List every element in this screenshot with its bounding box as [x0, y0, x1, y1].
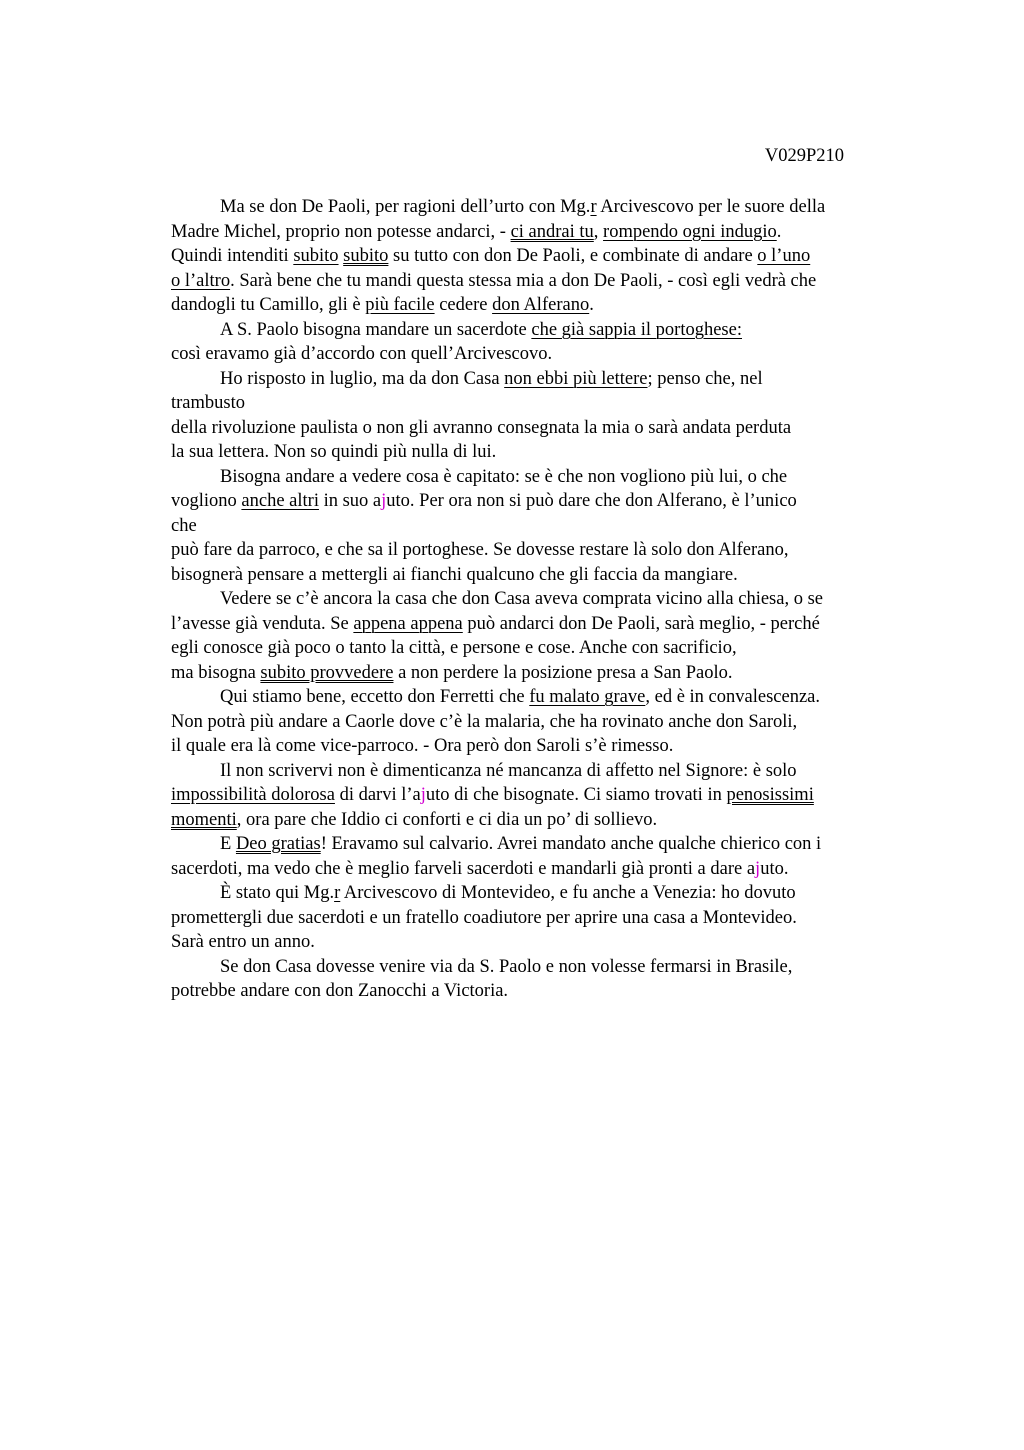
- letter-line: [171, 514, 901, 539]
- double-underlined-text: subito: [343, 246, 389, 266]
- letter-line: [171, 465, 901, 490]
- text-run: Madre Michel, proprio non potesse andarci, -: [171, 221, 511, 242]
- text-run: la sua lettera. Non so quindi più nulla di lui.: [171, 442, 497, 462]
- underlined-text: anche altri: [241, 491, 319, 511]
- letter-line: [171, 489, 901, 514]
- text-run: .: [776, 221, 782, 242]
- letter-line: [171, 342, 901, 367]
- text-run: Arcivescovo di Montevideo, e fu anche a Venezia: ho dovuto: [340, 883, 796, 903]
- letter-body: [171, 195, 901, 1004]
- letter-line: [171, 955, 901, 980]
- text-run: .: [589, 295, 594, 315]
- text-run: . Sarà bene che tu mandi questa stessa mia a don De Paoli, - così egli vedrà che: [230, 270, 817, 291]
- text-run: È stato qui Mg.: [220, 883, 335, 903]
- text-run: il quale era là come vice-parroco. - Ora però don Saroli s’è rimesso.: [171, 736, 674, 756]
- highlighted-letter: j: [420, 785, 426, 805]
- letter-line: [171, 881, 901, 906]
- letter-line: [171, 832, 901, 857]
- text-run: Qui stiamo bene, eccetto don Ferretti che: [220, 687, 530, 707]
- letter-line: [171, 587, 901, 612]
- highlighted-letter: j: [755, 858, 761, 879]
- letter-line: [171, 195, 901, 220]
- text-run: uto. Per ora non si può dare che don Alferano, è l’unico: [386, 491, 797, 511]
- text-run: a non perdere la posizione presa a San Paolo.: [393, 662, 733, 683]
- text-run: , ed è in convalescenza.: [645, 687, 820, 707]
- highlighted-letter: j: [381, 491, 387, 511]
- text-run: dandogli tu Camillo, gli è: [171, 295, 366, 315]
- letter-line: [171, 685, 901, 710]
- letter-line: [171, 293, 901, 318]
- letter-line: [171, 416, 901, 441]
- letter-line: [171, 979, 901, 1004]
- text-run: Ma se don De Paoli, per ragioni dell’urto con Mg.: [220, 197, 591, 217]
- letter-line: [171, 906, 901, 931]
- underlined-text: rompendo ogni indugio: [603, 221, 777, 242]
- underlined-text: o l’uno: [757, 246, 811, 266]
- letter-line: [171, 710, 901, 735]
- text-run: egli conosce già poco o tanto la città, e persone e cose. Anche con sacrificio,: [171, 638, 737, 658]
- text-run: bisognerà pensare a mettergli ai fianchi qualcuno che gli faccia da mangiare.: [171, 564, 738, 585]
- letter-line: [171, 857, 901, 882]
- text-run: su tutto con don De Paoli, e combinate di andare: [388, 246, 758, 266]
- double-underlined-text: penosissimi: [726, 785, 814, 805]
- text-run: Bisogna andare a vedere cosa è capitato: se è che non vogliono più lui, o che: [220, 466, 788, 487]
- text-run: uto di che bisognate. Ci siamo trovati in: [425, 785, 727, 805]
- text-run: potrebbe andare con don Zanocchi a Victoria.: [171, 981, 509, 1001]
- underlined-text: non ebbi più lettere: [504, 368, 648, 389]
- letter-line: [171, 440, 901, 465]
- text-run: cedere: [434, 295, 493, 315]
- underlined-text: don Alferano: [492, 295, 590, 315]
- text-run: Quindi intenditi: [171, 246, 294, 266]
- text-run: in suo a: [318, 491, 382, 511]
- underlined-text: appena appena: [353, 613, 463, 634]
- underlined-text: che già sappia il portoghese:: [531, 319, 742, 340]
- text-run: promettergli due sacerdoti e un fratello coadiutore per aprire una casa a Montevideo.: [171, 907, 797, 928]
- text-run: ma bisogna: [171, 662, 261, 683]
- letter-line: [171, 808, 901, 833]
- letter-line: [171, 612, 901, 637]
- underlined-text: più facile: [365, 295, 435, 315]
- letter-line: [171, 783, 901, 808]
- double-underlined-text: ci andrai tu: [510, 221, 594, 242]
- letter-line: [171, 636, 901, 661]
- text-run: Il non scrivervi non è dimenticanza né mancanza di affetto nel Signore: è solo: [220, 760, 797, 781]
- text-run: uto.: [760, 858, 789, 879]
- text-run: trambusto: [171, 393, 245, 413]
- text-run: A S. Paolo bisogna mandare un sacerdote: [220, 319, 532, 340]
- double-underlined-text: Deo gratias: [235, 834, 321, 854]
- text-run: può fare da parroco, e che sa il portoghese. Se dovesse restare là solo don Alferano,: [171, 540, 789, 560]
- text-run: Sarà entro un anno.: [171, 932, 315, 952]
- text-run: vogliono: [171, 491, 242, 511]
- text-run: così eravamo già d’accordo con quell’Arcivescovo.: [171, 344, 553, 364]
- letter-line: [171, 269, 901, 294]
- letter-line: [171, 661, 901, 686]
- text-run: ,: [593, 221, 604, 242]
- text-run: può andarci don De Paoli, sarà meglio, - perché: [462, 613, 820, 634]
- underlined-text: r: [590, 197, 597, 217]
- underlined-text: r: [334, 883, 341, 903]
- text-run: Vedere se c’è ancora la casa che don Casa aveva comprata vicino alla chiesa, o se: [220, 589, 823, 609]
- underlined-text: subito: [293, 246, 339, 266]
- document-reference-code: V029P210: [764, 146, 844, 166]
- letter-line: [171, 563, 901, 588]
- text-run: Se don Casa dovesse venire via da S. Paolo e non volesse fermarsi in Brasile,: [220, 956, 793, 977]
- double-underlined-text: subito provvedere: [260, 662, 394, 683]
- text-run: di darvi l’a: [334, 785, 421, 805]
- letter-line: [171, 759, 901, 784]
- underlined-text: o l’altro: [171, 270, 231, 291]
- letter-line: [171, 734, 901, 759]
- letter-line: [171, 538, 901, 563]
- letter-line: [171, 244, 901, 269]
- letter-line: [171, 930, 901, 955]
- text-run: Non potrà più andare a Caorle dove c’è la malaria, che ha rovinato anche don Saroli,: [171, 711, 798, 732]
- text-run: sacerdoti, ma vedo che è meglio farveli sacerdoti e mandarli già pronti a dare a: [171, 858, 756, 879]
- letter-line: [171, 220, 901, 245]
- text-run: Arcivescovo per le suore della: [596, 197, 826, 217]
- text-run: ! Eravamo sul calvario. Avrei mandato anche qualche chierico con i: [320, 834, 822, 854]
- text-run: che: [171, 515, 197, 536]
- letter-line: [171, 391, 901, 416]
- underlined-text: impossibilità dolorosa: [171, 785, 335, 805]
- text-run: l’avesse già venduta. Se: [171, 613, 354, 634]
- text-run: ; penso che, nel: [647, 368, 763, 389]
- letter-line: [171, 318, 901, 343]
- double-underlined-text: momenti: [171, 809, 237, 830]
- letter-line: [171, 367, 901, 392]
- text-run: , ora pare che Iddio ci conforti e ci dia un po’ di sollievo.: [236, 809, 658, 830]
- underlined-text: fu malato grave: [529, 687, 646, 707]
- text-run: della rivoluzione paulista o non gli avranno consegnata la mia o sarà andata perduta: [171, 417, 792, 438]
- text-run: Ho risposto in luglio, ma da don Casa: [220, 368, 505, 389]
- text-run: E: [220, 834, 236, 854]
